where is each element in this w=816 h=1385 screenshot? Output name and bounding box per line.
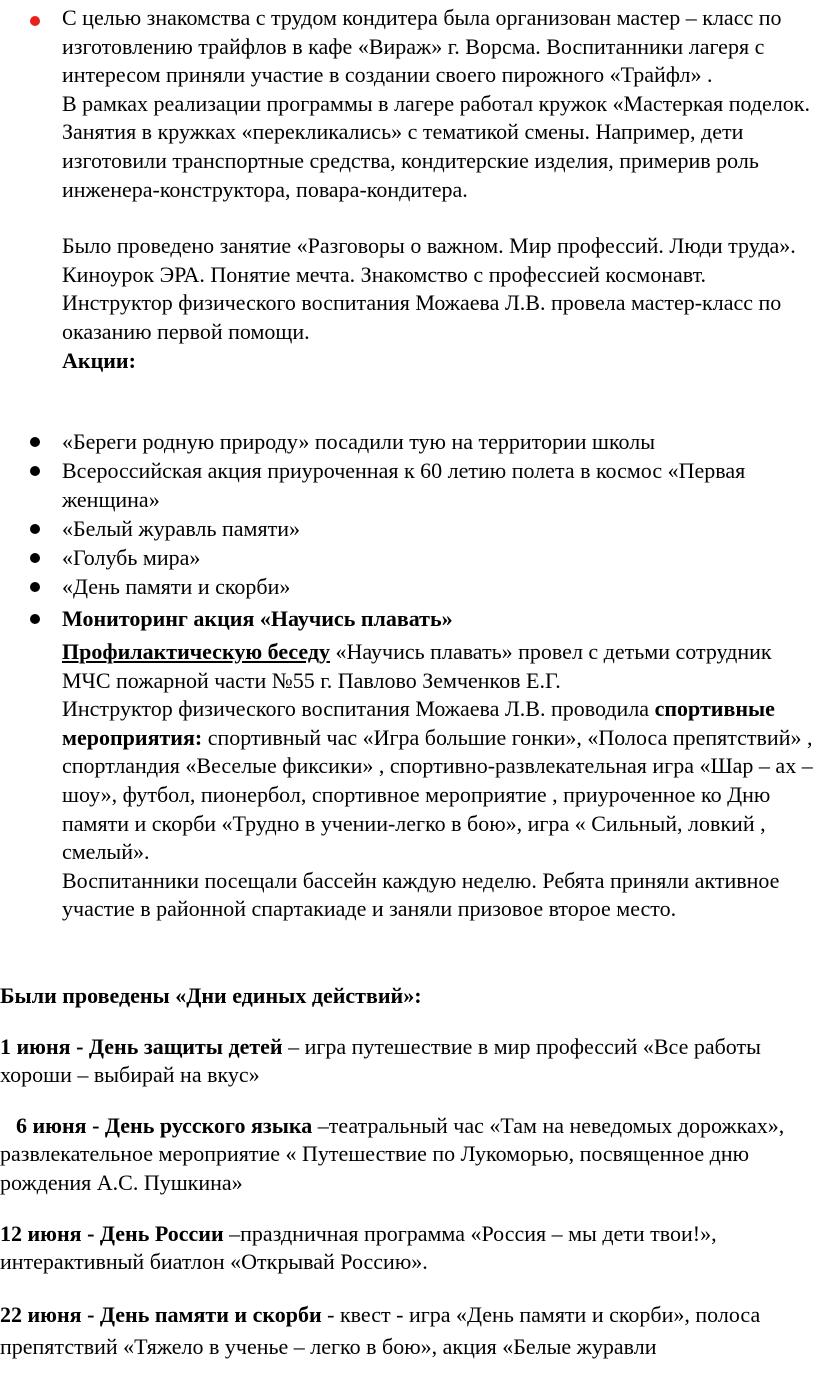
bullet-icon: [30, 466, 40, 476]
bullet-icon: [30, 553, 40, 563]
action-item: «Береги родную природу» посадили тую на территории школы: [62, 429, 656, 454]
bullet-icon: [30, 582, 40, 592]
bullet-icon: [30, 524, 40, 534]
prevention-paragraph: [62, 638, 814, 695]
day-june-12: 12 июня - День России –праздничная программа «Россия – мы дети твои!», интерактивный биатлон «Открывай Россию».: [0, 1220, 717, 1275]
actions-heading: Акции:: [62, 347, 136, 373]
action-item: «Белый журавль памяти»: [62, 516, 300, 541]
day-june-1: 1 июня - День защиты детей – игра путешествие в мир профессий «Все работы хороши – выбирай на вкус»: [0, 1033, 761, 1088]
intro-section: [62, 4, 814, 375]
intro-paragraph-4: Киноурок ЭРА. Понятие мечта. Знакомство с профессией космонавт.: [62, 261, 707, 287]
sport-events-text: спортивный час «Игра большие гонки», «Полоса препятствий» , спортландия «Веселые фиксики» , спортивно-развлекательная игра «Шар – ах – шоу», футбол, пионербол, спортивное мероприятие , приуроченное ко Дню памяти и скорби «Трудно в учении-легко в бою», игра « Сильный, ловкий , смелый».: [62, 724, 813, 865]
action-item: «Голубь мира»: [62, 545, 201, 570]
bullet-icon: [30, 614, 40, 624]
action-item: «День памяти и скорби»: [62, 574, 291, 599]
intro-paragraph-2: В рамках реализации программы в лагере работал кружок «Мастеркая поделок. Занятия в кружках «перекликались» с тематикой смены. Например, дети изготовили транспортные средства, кондитерские изделия, примерив роль инженера-конструктора, повара-кондитера.: [62, 90, 810, 202]
days-heading: Были проведены «Дни единых действий»:: [0, 983, 422, 1008]
sport-events-paragraph: [62, 695, 814, 867]
monitoring-item: Мониторинг акция «Научись плавать»: [62, 606, 453, 631]
pool-paragraph: Воспитанники посещали бассейн каждую неделю. Ребята приняли активное участие в районной спартакиаде и заняли призовое второе место.: [62, 867, 780, 922]
day-june-6: 6 июня - День русского языка –театральный час «Там на неведомых дорожках», развлекательное мероприятие « Путешествие по Лукоморью, посвященное дню рождения А.С. Пушкина»: [0, 1112, 785, 1195]
intro-paragraph-1: С целью знакомства с трудом кондитера была организован мастер – класс по изготовлению трайфлов в кафе «Вираж» г. Ворсма. Воспитанники лагеря с интересом приняли участие в создании своего пирожного «Трайфл» .: [62, 5, 782, 88]
sport-events-bold: спортивные мероприятия:: [62, 696, 775, 750]
prevention-bold: Профилактическую беседу: [62, 639, 331, 664]
day-june-22: 22 июня - День памяти и скорби - квест - игра «День памяти и скорби», полоса препятствий «Тяжело в ученье – легко в бою», акция «Белые журавли: [0, 1301, 761, 1359]
blank-line: [62, 204, 814, 232]
sport-section: [62, 638, 814, 924]
red-bullet-icon: [30, 16, 40, 26]
action-item: Всероссийская акция приуроченная к 60 летию полета в космос «Первая женщина»: [62, 458, 746, 512]
bullet-icon: [30, 437, 40, 447]
prevention-text: «Научись плавать» провел с детьми сотрудник МЧС пожарной части №55 г. Павлово Земченков Е.Г.: [62, 639, 772, 693]
days-section: [0, 960, 814, 1385]
intro-paragraph-5: Инструктор физического воспитания Можаева Л.В. провела мастер-класс по оказанию первой помощи.: [62, 290, 782, 344]
intro-paragraph-3: Было проведено занятие «Разговоры о важном. Мир профессий. Люди труда».: [62, 233, 796, 259]
instructor-text: Инструктор физического воспитания Можаева Л.В. проводила: [62, 696, 650, 722]
